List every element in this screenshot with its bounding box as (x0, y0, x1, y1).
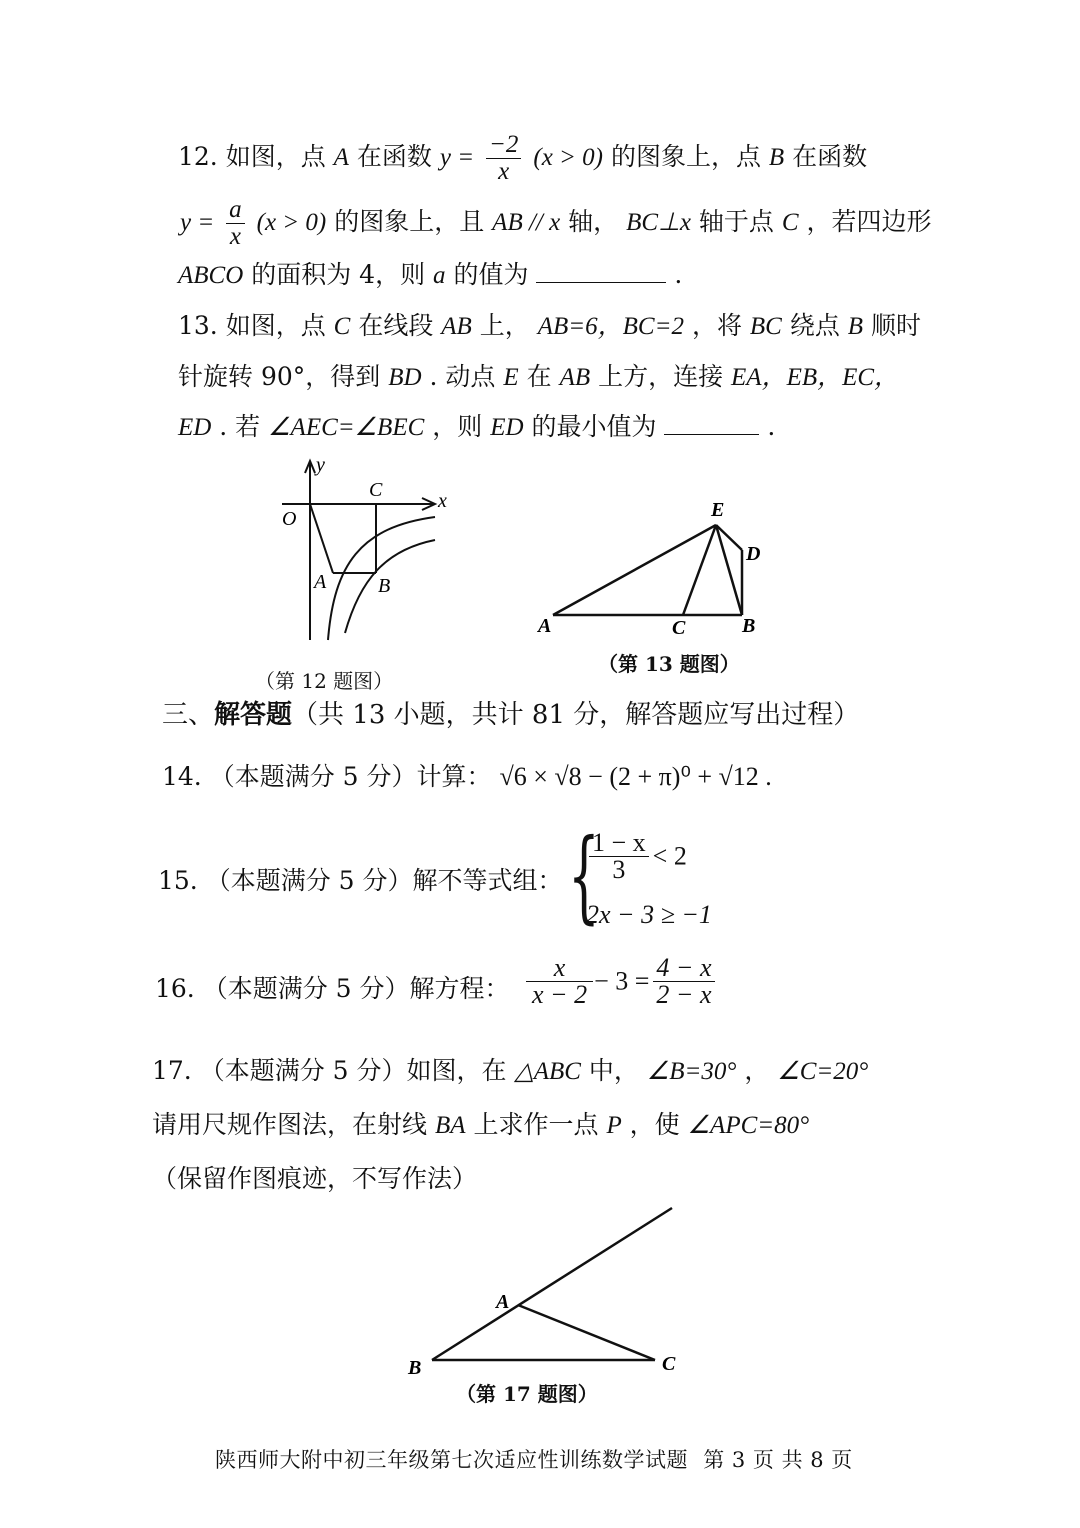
q12-line2: y = $\frac{a}{x}$ (x > 0) 的图象上，且 AB // x 轴， BC⊥x 轴于点 C ，若四边形 (180, 196, 932, 250)
fig17-segment-AC (518, 1305, 655, 1360)
q17-line2: 请用尺规作图法，在射线 BA 上求作一点 P ，使 ∠APC=80° (152, 1110, 810, 1139)
fig12-segment-OA (310, 504, 333, 573)
fig17-label-C: C (662, 1353, 676, 1375)
fig12-label-y: y (316, 454, 325, 476)
fig13-label-B: B (742, 615, 756, 637)
q15-ineq1: $\frac{1 - x}{3}$ < 2 (585, 830, 687, 883)
fig13-caption: （第 13 题图） (598, 652, 740, 676)
q16-equation: $\frac{x}{x - 2}$ − 3 = $\frac{4 - x}{2 - x}$ (525, 955, 719, 1008)
fig12-label-x: x (438, 490, 447, 512)
footer-page-number: 第 3 页 共 8 页 (703, 1448, 853, 1472)
q12-line3: ABCO 的面积为 4，则 a 的值为 . (178, 260, 683, 289)
fig13-label-D: D (746, 543, 761, 565)
q15-ineq2: 2x − 3 ≥ −1 (586, 900, 712, 929)
fig13-segment-EC (683, 525, 716, 615)
q16-label: 16. （本题满分 5 分）解方程： (155, 974, 510, 1003)
q13-line2: 针旋转 90°，得到 BD . 动点 E 在 AB 上方，连接 EA，EB，EC， (178, 362, 900, 391)
fig17-diagram (400, 1200, 700, 1380)
q14-expression: √6 × √8 − (2 + π)⁰ + √12 . (499, 762, 772, 791)
fig17-label-B: B (408, 1357, 422, 1379)
q16-fraction-right: $\frac{4 - x}{2 - x}$ (653, 955, 714, 1008)
q16-fraction-left: $\frac{x}{x - 2}$ (529, 955, 590, 1008)
q12-line1: 12. 如图，点 A 在函数 y = $\frac{-2}{x}$ (x > 0) 的图象上，点 B 在函数 (178, 131, 868, 185)
fig12-label-B: B (378, 575, 391, 597)
fig13-diagram (530, 495, 770, 645)
fig13-label-C: C (672, 617, 686, 639)
q14: 14. （本题满分 5 分）计算： √6 × √8 − (2 + π)⁰ + √12 . (162, 762, 772, 791)
fig12-label-O: O (282, 508, 297, 530)
fig17-ray-BA (432, 1208, 672, 1360)
fig13-label-E: E (711, 499, 725, 521)
fig13-segment-EA (553, 525, 716, 615)
q15-label: 15. （本题满分 5 分）解不等式组： (158, 866, 563, 895)
fig17-caption: （第 17 题图） (456, 1382, 598, 1406)
q12-answer-blank (536, 260, 666, 283)
fig17-label-A: A (496, 1291, 510, 1313)
fraction-a-over-x: $\frac{a}{x}$ (226, 197, 245, 250)
fig12-caption: （第 12 题图） (255, 669, 394, 693)
fig13-label-A: A (538, 615, 552, 637)
fig12-diagram (270, 455, 470, 645)
q13-line1: 13. 如图，点 C 在线段 AB 上， AB=6，BC=2 ，将 BC 绕点 B 顺时 (178, 311, 922, 340)
fig12-label-A: A (314, 571, 327, 593)
fraction-neg2-over-x: $\frac{-2}{x}$ (486, 132, 521, 185)
q13-answer-blank (664, 412, 759, 435)
q15-brace: { (568, 817, 600, 934)
q17-line1: 17. （本题满分 5 分）如图，在 △ABC 中， ∠B=30° ， ∠C=20° (152, 1056, 869, 1085)
q15-fraction: $\frac{1 - x}{3}$ (589, 830, 649, 883)
fig12-label-C: C (369, 479, 383, 501)
section3-heading: 三、解答题（共 13 小题，共计 81 分，解答题应写出过程） (162, 700, 860, 730)
q13-line3: ED . 若 ∠AEC=∠BEC ，则 ED 的最小值为 . (178, 412, 776, 441)
q17-line3: （保留作图痕迹，不写作法） (152, 1164, 478, 1193)
footer-title: 陕西师大附中初三年级第七次适应性训练数学试题 (215, 1448, 688, 1472)
page-footer (215, 1444, 853, 1474)
